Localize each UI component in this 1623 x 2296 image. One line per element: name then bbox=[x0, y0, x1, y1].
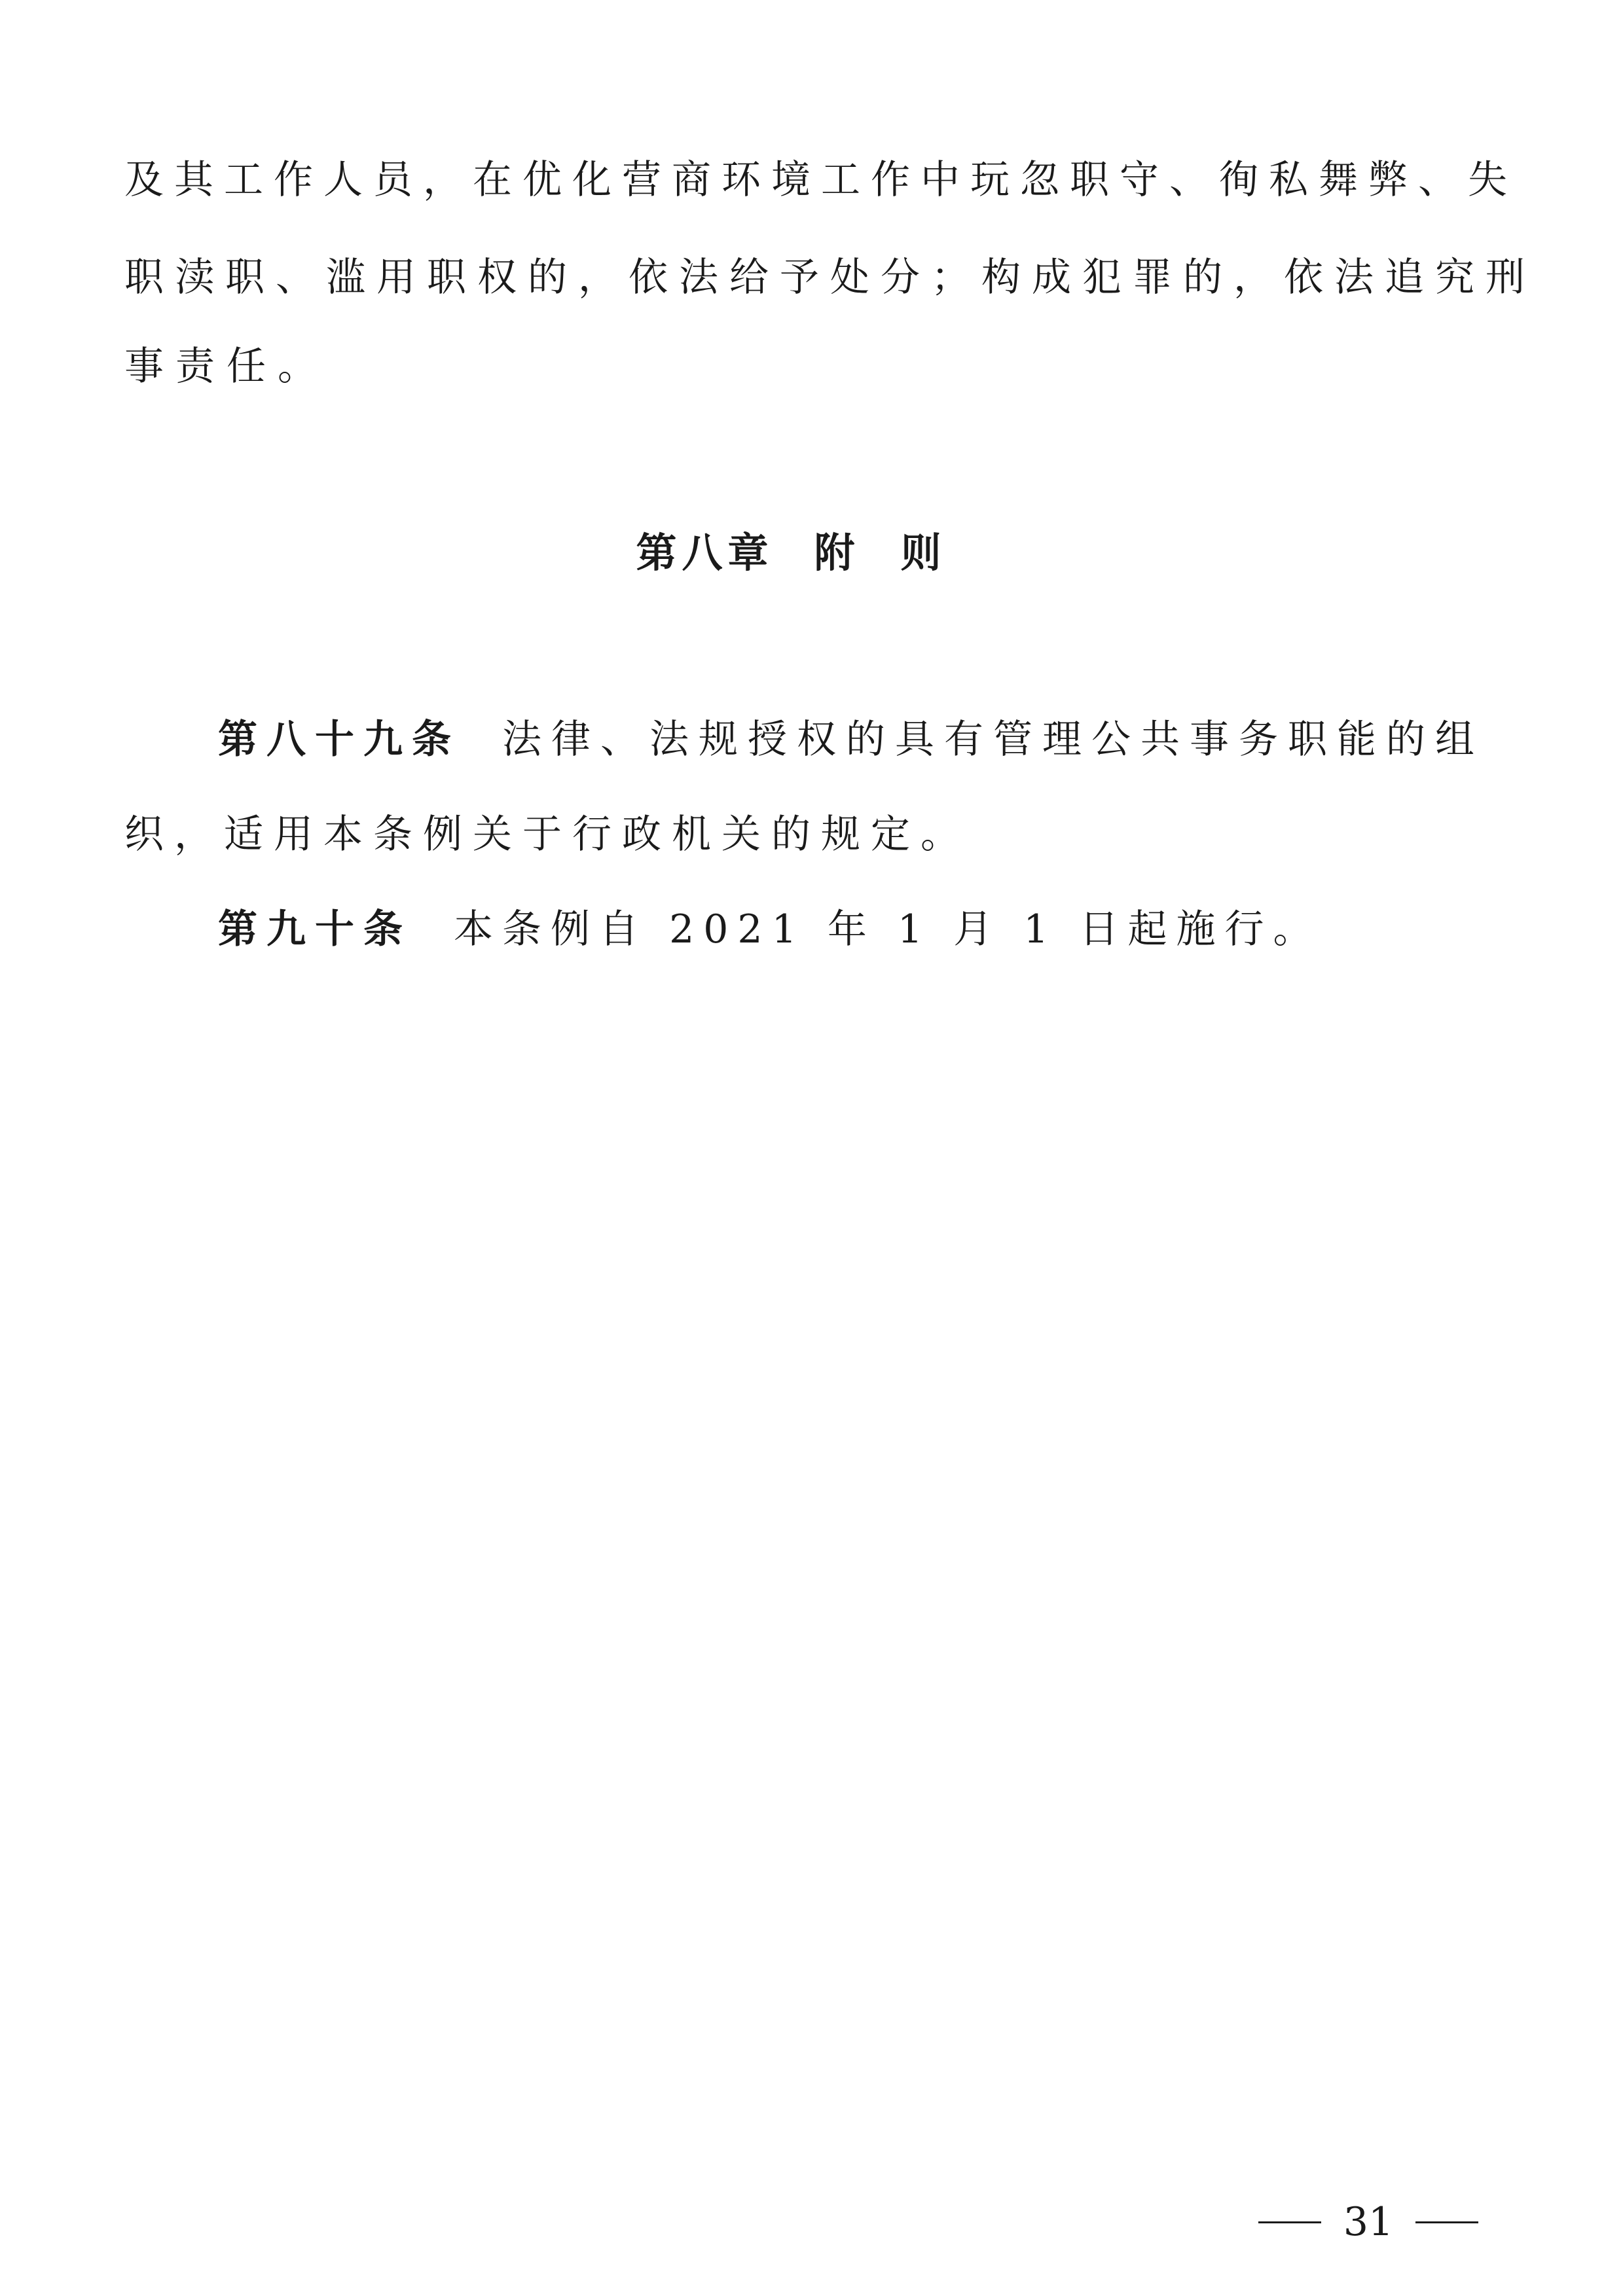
article-text: 本条例自 2021 年 1 月 1 日起施行。 bbox=[454, 906, 1322, 952]
article-label: 第八十九条 bbox=[218, 717, 460, 762]
left-dash bbox=[1258, 2221, 1321, 2223]
article-text: 法律、法规授权的具有管理公共事务职能的组 bbox=[502, 717, 1484, 762]
body-text-line: 及其工作人员，在优化营商环境工作中玩忽职守、徇私舞弊、失 bbox=[124, 157, 1518, 203]
article-90-line bbox=[218, 897, 1321, 962]
right-dash bbox=[1415, 2221, 1478, 2223]
chapter-label: 第八章 bbox=[636, 529, 774, 577]
page-number: 31 bbox=[1343, 2199, 1394, 2245]
chapter-heading bbox=[0, 520, 1623, 586]
body-text-line: 职渎职、滥用职权的，依法给予处分；构成犯罪的，依法追究刑 bbox=[124, 255, 1536, 300]
article-89-continuation: 织，适用本条例关于行政机关的规定。 bbox=[124, 812, 970, 857]
page-footer bbox=[1231, 2189, 1506, 2255]
article-label: 第九十条 bbox=[218, 906, 412, 952]
article-89-first-line bbox=[218, 707, 1484, 772]
body-text-line: 事责任。 bbox=[124, 344, 329, 389]
chapter-title: 附则 bbox=[814, 529, 987, 577]
